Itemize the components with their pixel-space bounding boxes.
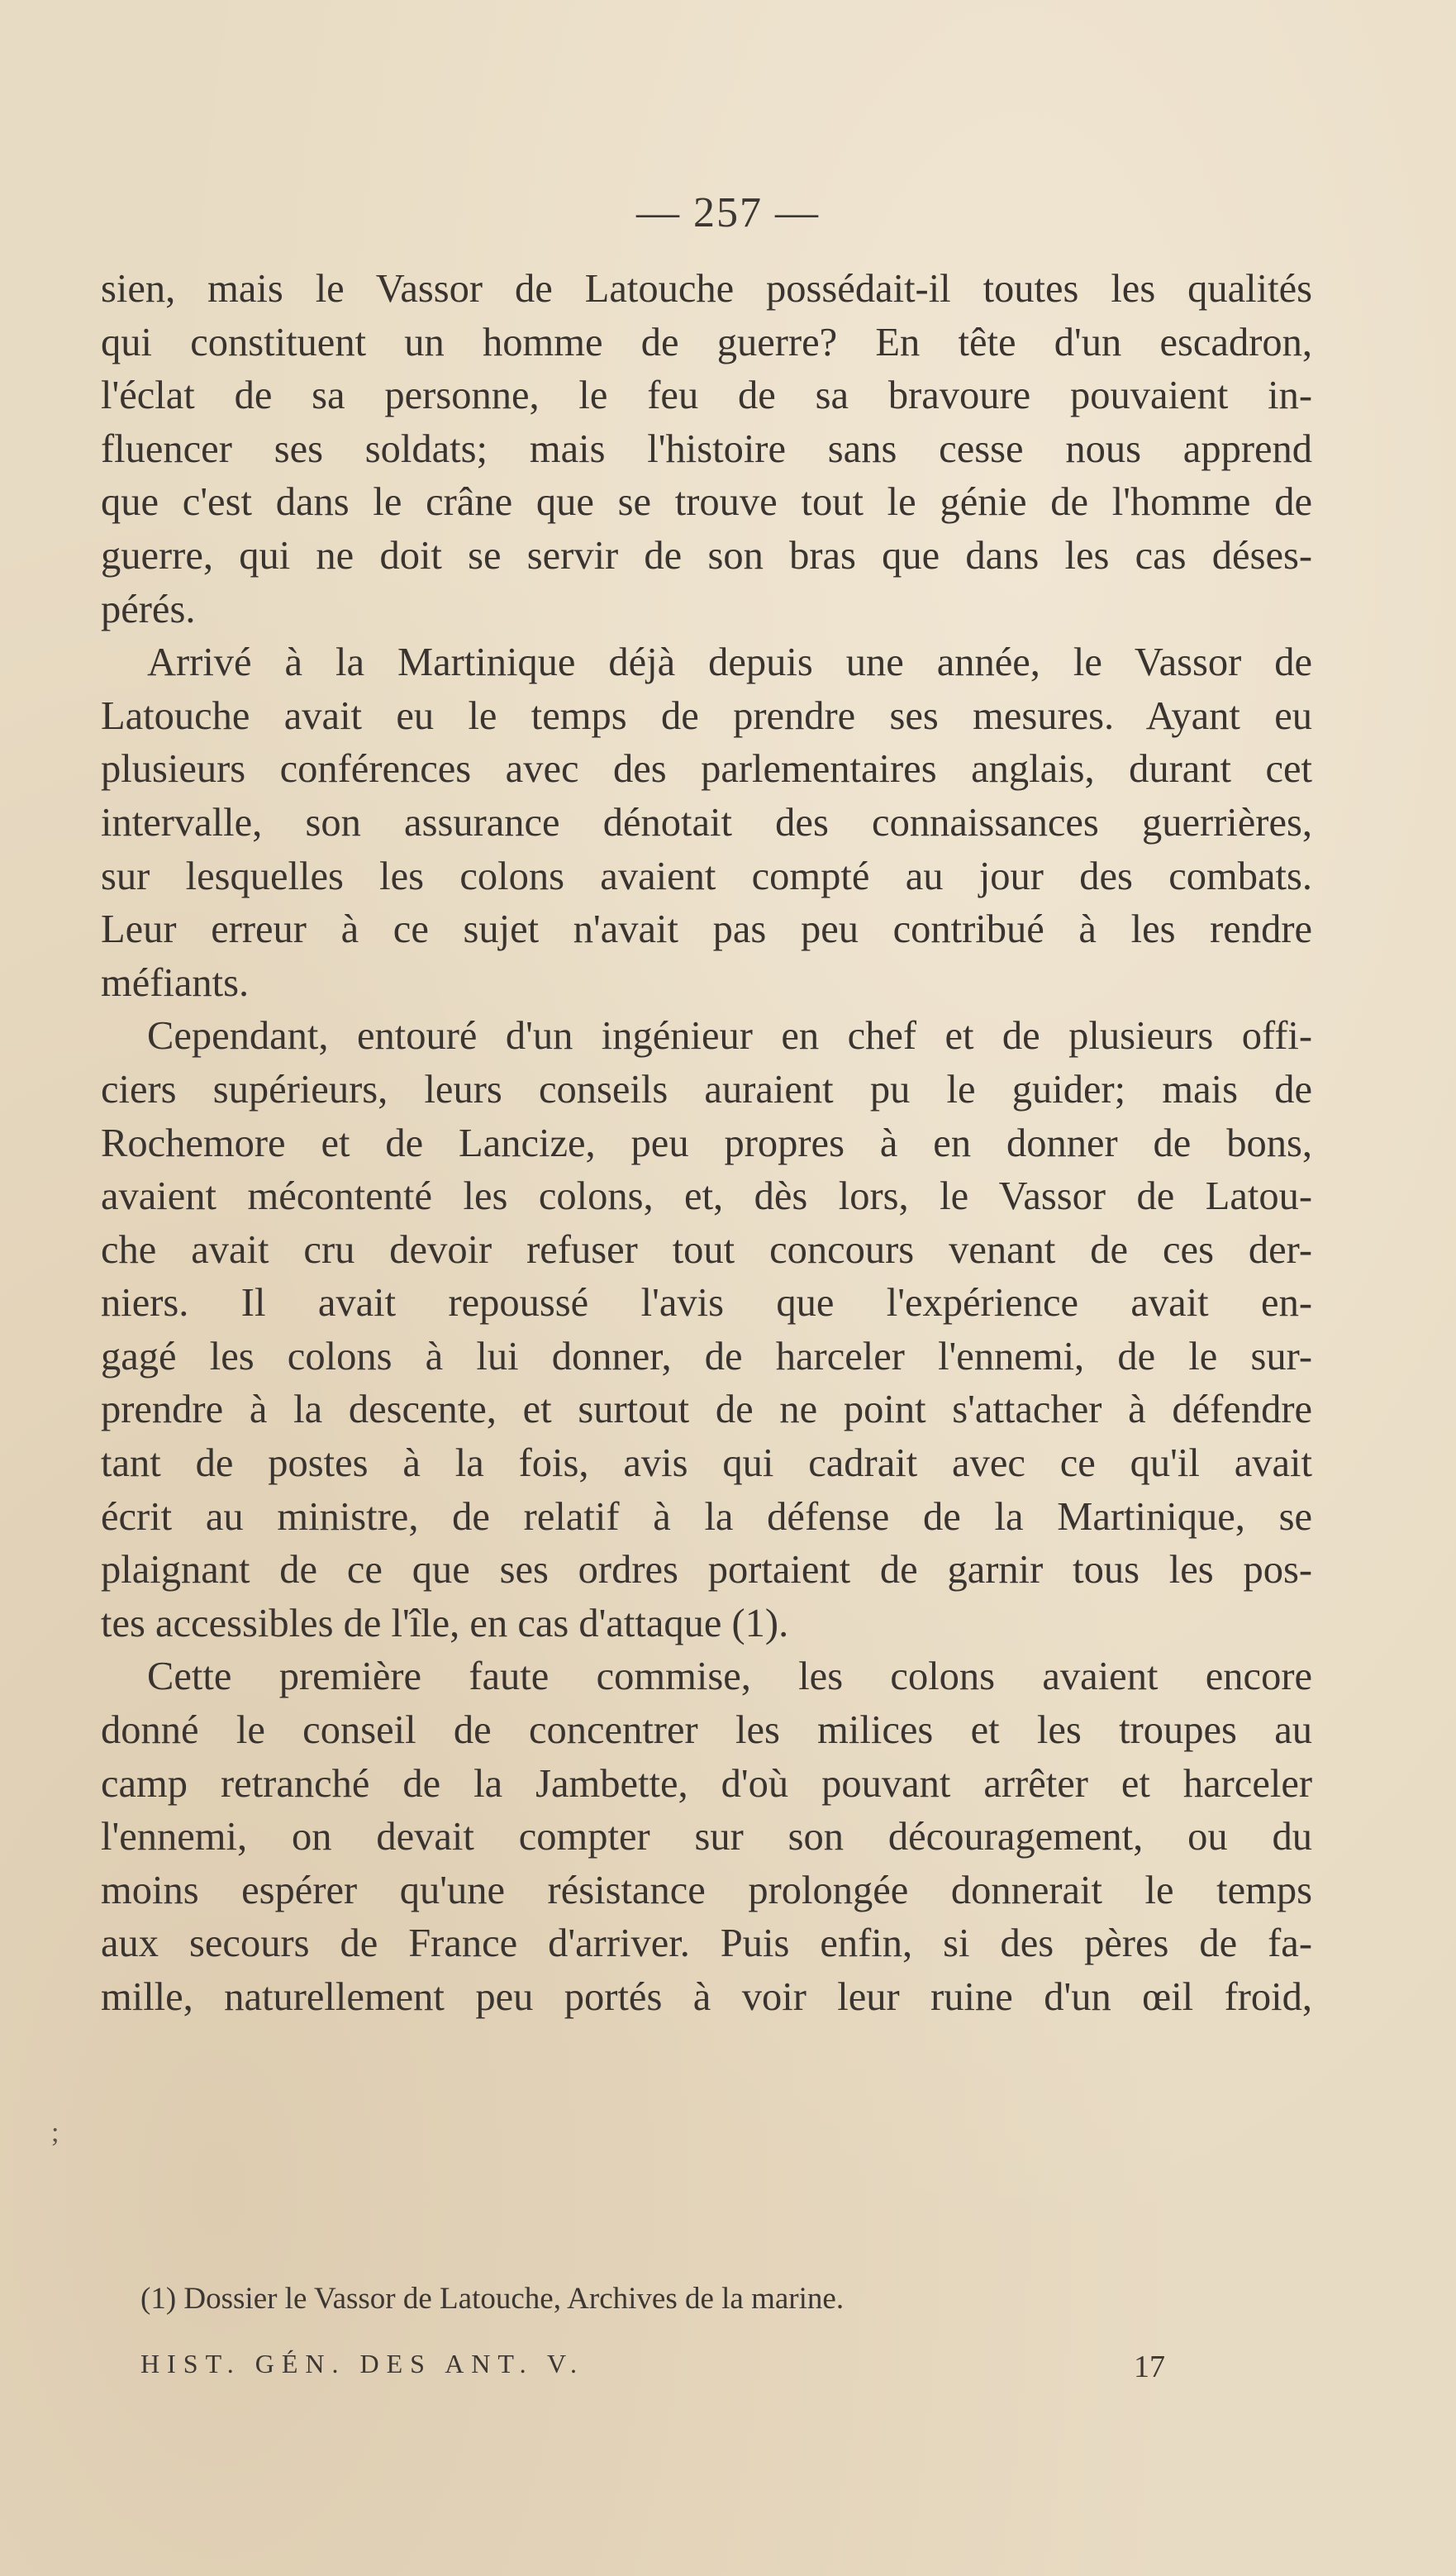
text-line: prendre à la descente, et surtout de ne point s'attacher à défendre <box>101 1388 1312 1432</box>
running-footer: HIST. GÉN. DES ANT. V. <box>140 2349 584 2378</box>
text-line: pérés. <box>101 587 196 631</box>
paragraph-start-line: Cependant, entouré d'un ingénieur en chef et de plusieurs offi- <box>147 1014 1312 1059</box>
text-line: niers. Il avait repoussé l'avis que l'expérience avait en- <box>101 1281 1312 1326</box>
text-line: Leur erreur à ce sujet n'avait pas peu contribué à les rendre <box>101 907 1312 952</box>
page-number: — 257 — <box>636 189 820 236</box>
footnote: (1) Dossier le Vassor de Latouche, Archives de la marine. <box>140 2282 845 2316</box>
text-line: fluencer ses soldats; mais l'histoire sans cesse nous apprend <box>101 426 1312 471</box>
paragraph-start-line: Arrivé à la Martinique déjà depuis une année, le Vassor de <box>147 640 1312 685</box>
text-line: aux secours de France d'arriver. Puis enfin, si des pères de fa- <box>101 1921 1312 1966</box>
text-line: guerre, qui ne doit se servir de son bras que dans les cas déses- <box>101 533 1312 578</box>
text-line: sien, mais le Vassor de Latouche possédait-il toutes les qualités <box>101 267 1312 311</box>
text-line: moins espérer qu'une résistance prolongée donnerait le temps <box>101 1868 1312 1912</box>
text-line: qui constituent un homme de guerre? En tête d'un escadron, <box>101 320 1312 364</box>
paragraph-start-line: Cette première faute commise, les colons avaient encore <box>147 1655 1312 1699</box>
text-line: plusieurs conférences avec des parlementaires anglais, durant cet <box>101 747 1312 792</box>
text-line: l'éclat de sa personne, le feu de sa bravoure pouvaient in- <box>101 374 1312 418</box>
text-line: camp retranché de la Jambette, d'où pouvant arrêter et harceler <box>101 1761 1312 1806</box>
text-line: plaignant de ce que ses ordres portaient de garnir tous les pos- <box>101 1548 1312 1593</box>
text-line: donné le conseil de concentrer les milices et les troupes au <box>101 1708 1312 1753</box>
text-line: tant de postes à la fois, avis qui cadrait avec ce qu'il avait <box>101 1441 1312 1486</box>
text-line: avaient mécontenté les colons, et, dès lors, le Vassor de Latou- <box>101 1174 1312 1219</box>
body-text <box>101 263 1312 2025</box>
text-line: mille, naturellement peu portés à voir leur ruine d'un œil froid, <box>101 1975 1312 2019</box>
text-line: tes accessibles de l'île, en cas d'attaque (1). <box>101 1601 789 1645</box>
signature-mark: 17 <box>1134 2350 1165 2384</box>
text-line: intervalle, son assurance dénotait des connaissances guerrières, <box>101 800 1312 845</box>
margin-mark: ; <box>51 2117 59 2148</box>
text-line: gagé les colons à lui donner, de harceler l'ennemi, de le sur- <box>101 1334 1312 1378</box>
text-line: ciers supérieurs, leurs conseils auraient pu le guider; mais de <box>101 1067 1312 1112</box>
text-line: que c'est dans le crâne que se trouve tout le génie de l'homme de <box>101 480 1312 525</box>
text-line: Latouche avait eu le temps de prendre ses mesures. Ayant eu <box>101 693 1312 738</box>
text-line: che avait cru devoir refuser tout concours venant de ces der- <box>101 1227 1312 1272</box>
text-line: méfiants. <box>101 960 250 1005</box>
text-line: sur lesquelles les colons avaient compté au jour des combats. <box>101 854 1312 898</box>
text-line: l'ennemi, on devait compter sur son découragement, ou du <box>101 1815 1312 1859</box>
text-line: Rochemore et de Lancize, peu propres à en donner de bons, <box>101 1121 1312 1165</box>
text-line: écrit au ministre, de relatif à la défense de la Martinique, se <box>101 1494 1312 1539</box>
footer <box>140 2349 1165 2384</box>
